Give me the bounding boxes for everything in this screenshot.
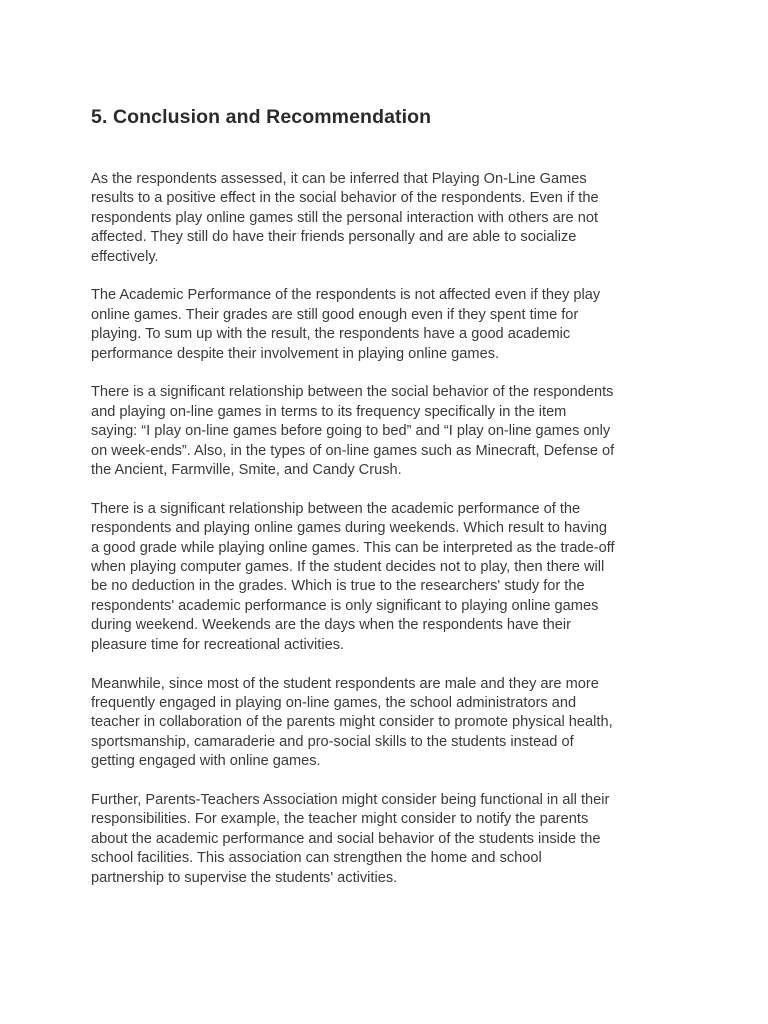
paragraph — [91, 500, 691, 655]
paragraph — [91, 791, 691, 888]
section-heading: 5. Conclusion and Recommendation — [91, 106, 432, 128]
paragraph-line: and playing on-line games in terms to its frequency specifically in the item — [91, 403, 567, 420]
paragraph-line: As the respondents assessed, it can be inferred that Playing On-Line Games — [91, 171, 587, 187]
paragraph — [91, 286, 691, 364]
paragraph-line: responsibilities. For example, the teacher might consider to notify the parents — [91, 811, 589, 828]
paragraph-line: performance despite their involvement in playing online games. — [91, 345, 500, 362]
paragraph-line: affected. They still do have their friends personally and are able to socialize — [91, 229, 577, 246]
paragraph-line: respondents play online games still the personal interaction with others are not — [91, 209, 599, 226]
paragraph-line: The Academic Performance of the respondents is not affected even if they play — [91, 287, 601, 304]
paragraph-line: about the academic performance and social behavior of the students inside the — [91, 830, 601, 847]
paragraph-line: results to a positive effect in the social behavior of the respondents. Even if the — [91, 190, 599, 207]
paragraph-line: saying: “I play on-line games before going to bed” and “I play on-line games only — [91, 423, 611, 440]
paragraph-line: teacher in collaboration of the parents might consider to promote physical health, — [91, 714, 613, 731]
paragraph-line: respondents and playing online games during weekends. Which result to having — [91, 520, 607, 537]
paragraph-line: Further, Parents-Teachers Association might consider being functional in all their — [91, 791, 610, 808]
paragraph-line: There is a significant relationship between the academic performance of the — [91, 500, 581, 517]
paragraph-line: during weekend. Weekends are the days when the respondents have their — [91, 617, 572, 634]
paragraph-line: pleasure time for recreational activities. — [91, 636, 345, 653]
document-body — [91, 170, 691, 907]
paragraph-line: respondents' academic performance is only significant to playing online games — [91, 597, 599, 614]
paragraph-line: getting engaged with online games. — [91, 753, 321, 770]
paragraph-line: when playing computer games. If the student decides not to play, then there will — [91, 559, 605, 576]
paragraph-line: effectively. — [91, 248, 159, 265]
paragraph-line: partnership to supervise the students' activities. — [91, 869, 398, 886]
paragraph — [91, 675, 691, 772]
paragraph-line: school facilities. This association can strengthen the home and school — [91, 850, 542, 867]
paragraph-line: the Ancient, Farmville, Smite, and Candy Crush. — [91, 462, 402, 479]
paragraph-line: a good grade while playing online games. This can be interpreted as the trade-off — [91, 539, 615, 556]
paragraph-line: There is a significant relationship between the social behavior of the respondents — [91, 384, 614, 401]
paragraph-line: playing. To sum up with the result, the respondents have a good academic — [91, 326, 571, 343]
paragraph-line: on week-ends”. Also, in the types of on-line games such as Minecraft, Defense of — [91, 442, 615, 459]
paragraph-line: be no deduction in the grades. Which is true to the researchers' study for the — [91, 578, 585, 595]
paragraph — [91, 170, 691, 267]
paragraph-line: online games. Their grades are still good enough even if they spent time for — [91, 306, 579, 323]
paragraph — [91, 383, 691, 480]
paragraph-line: sportsmanship, camaraderie and pro-social skills to the students instead of — [91, 733, 574, 750]
paragraph-line: frequently engaged in playing on-line games, the school administrators and — [91, 694, 577, 711]
paragraph-line: Meanwhile, since most of the student respondents are male and they are more — [91, 675, 599, 692]
